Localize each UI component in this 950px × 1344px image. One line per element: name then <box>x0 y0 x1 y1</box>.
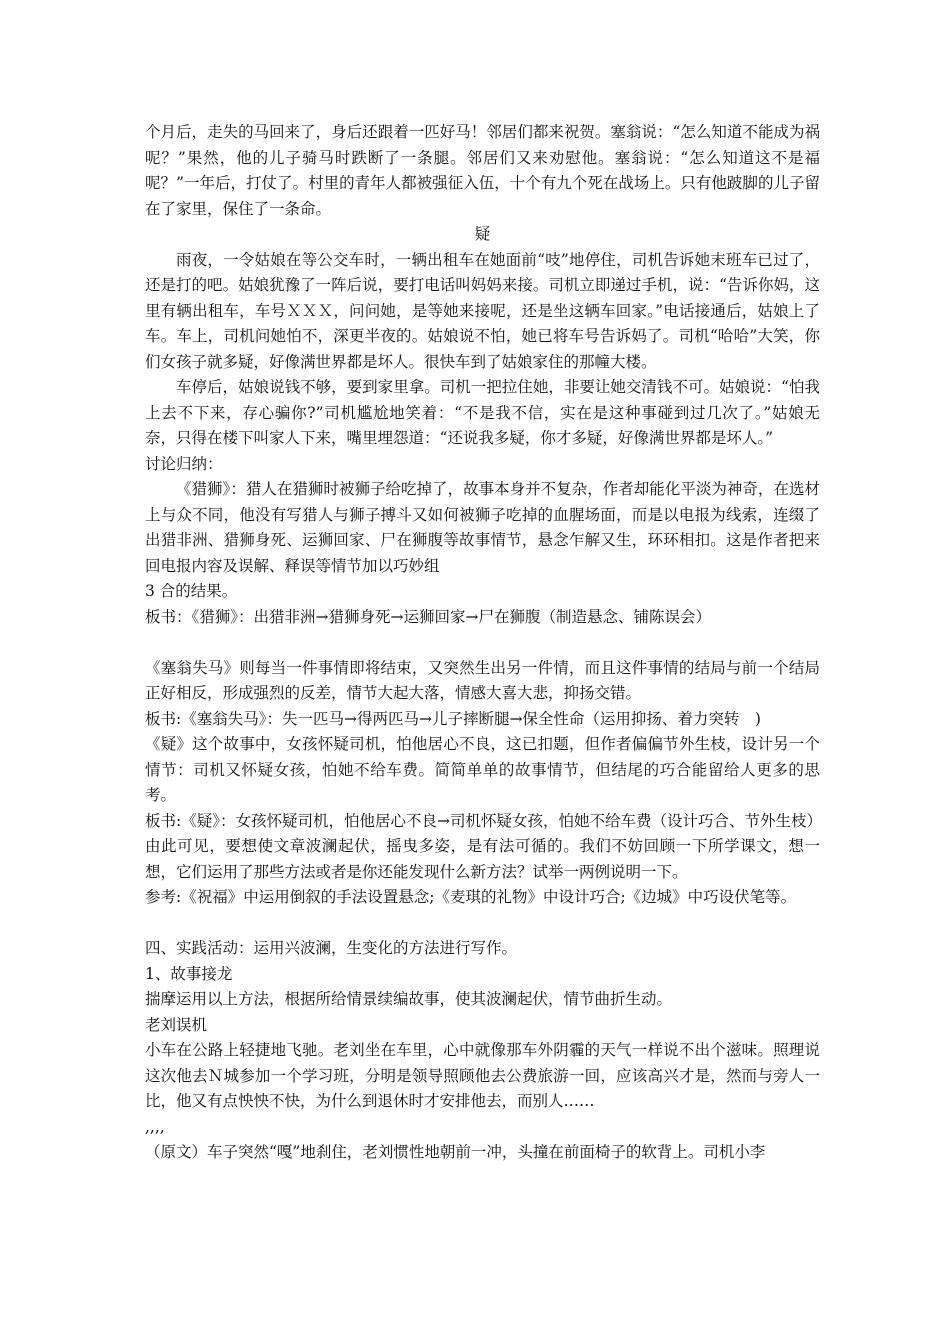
section-heading-practice: 四、实践活动：运用兴波澜，生变化的方法进行写作。 <box>145 939 518 957</box>
story-title-laoliu: 老刘误机 <box>145 1015 208 1034</box>
paragraph-conclusion: 由此可见，要想使文章波澜起伏，摇曳多姿，是有法可循的。我们不妨回顾一下所学课文，想一想，它们运用了那些方法或者是你还能发现什么新方法？试举一两例说明一下。 <box>145 837 820 881</box>
paragraph-yi-analysis: 《疑》这个故事中，女孩怀疑司机，怕他居心不良，这已扣题，但作者偏偏节外生枝，设计另一个情节：司机又怀疑女孩，怕她不给车费。简简单单的故事情节，但结尾的巧合能留给人更多的思考。 <box>145 735 820 804</box>
document-body <box>145 120 820 1166</box>
board-note-yi: 板书:《疑》：女孩怀疑司机，怕他居心不良→司机怀疑女孩，怕她不给车费（设计巧合、节外生枝） <box>145 811 822 830</box>
discussion-heading: 讨论归纳： <box>145 454 223 473</box>
paragraph-saiweng-analysis: 《塞翁失马》则每当一件事情即将结束，又突然生出另一件情，而且这件事情的结局与前一个结局正好相反，形成强烈的反差，情节大起大落，情感大喜大悲，抑扬交错。 <box>145 658 820 702</box>
blank-line <box>145 630 820 656</box>
board-note-lieshi: 板书：《猎狮》：出猎非洲→猎狮身死→运狮回家→尸在狮腹（制造悬念、铺陈误会） <box>145 607 711 626</box>
paragraph-laoliu-opening: 小车在公路上轻捷地飞驰。老刘坐在车里，心中就像那车外阴霾的天气一样说不出个滋味。照理说这次他去Ｎ城参加一个学习班，分明是领导照顾他去公费旅游一回，应该高兴才是，然而与旁人一比，他又有点怏怏不快，为什么到退休时才安排他去，而别人…… <box>145 1041 820 1110</box>
paragraph-instructions: 揣摩运用以上方法，根据所给情景续编故事，使其波澜起伏，情节曲折生动。 <box>145 990 673 1008</box>
paragraph-marks: ,,,, <box>145 1117 165 1136</box>
story-title-yi: 疑 <box>474 225 491 243</box>
paragraph-saiweng-ending: 个月后，走失的马回来了，身后还跟着一匹好马！邻居们都来祝贺。塞翁说：“怎么知道不能成为祸呢？”果然，他的儿子骑马时跌断了一条腿。邻居们又来劝慰他。塞翁说：“怎么知道这不是福呢？”一年后，打仗了。村里的青年人都被强征入伍，十个有九个死在战场上。只有他跛脚的儿子留在了家里，保住了一条命。 <box>145 123 820 218</box>
paragraph-yi-part2: 车停后，姑娘说钱不够，要到家里拿。司机一把拉住她，非要让她交清钱不可。姑娘说：“怕我上去不下来，存心骗你?”司机尴尬地笑着：“不是我不信，实在是这种事碰到过几次了。”姑娘无奈，只得在楼下叫家人下来，嘴里埋怨道：“还说我多疑，你才多疑，好像满世界都是坏人。” <box>145 378 820 447</box>
paragraph-reference: 参考:《祝福》中运用倒叙的手法设置悬念;《麦琪的礼物》中设计巧合;《边城》中巧设伏笔等。 <box>145 888 797 906</box>
paragraph-lieshi-analysis: 《猎狮》：猎人在猎狮时被狮子给吃掉了，故事本身并不复杂，作者却能化平淡为神奇，在选材上与众不同，他没有写猎人与狮子搏斗又如何被狮子吃掉的血腥场面，而是以电报为线索，连缀了出猎非洲、猎狮身死、运狮回家、尸在狮腹等故事情节，悬念乍解又生，环环相扣。这是作者把来回电报内容及误解、释误等情节加以巧妙组 <box>145 480 820 575</box>
paragraph-original-text: （原文）车子突然“嘎”地刹住，老刘惯性地朝前一冲，头撞在前面椅子的软背上。司机小李 <box>145 1143 766 1161</box>
board-note-saiweng: 板书:《塞翁失马》：失一匹马→得两匹马→儿子摔断腿→保全性命（运用抑扬、着力突转 ) <box>145 709 761 728</box>
subheading-story-relay: 1、故事接龙 <box>145 964 233 983</box>
paragraph-lieshi-result: 3 合的结果。 <box>145 582 238 600</box>
paragraph-yi-part1: 雨夜，一令姑娘在等公交车时，一辆出租车在她面前“吱”地停住，司机告诉她末班车已过了，还是打的吧。姑娘犹豫了一阵后说，要打电话叫妈妈来接。司机立即递过手机，说：“告诉你妈，这里有辆出租车，车号ＸＸＸ，问问她，是等她来接呢，还是坐这辆车回家。”电话接通后，姑娘上了车。车上，司机问她怕不，深更半夜的。姑娘说不怕，她已将车号告诉妈了。司机“哈哈”大笑，你们女孩子就多疑，好像满世界都是坏人。很快车到了姑娘家住的那幢大楼。 <box>145 250 820 371</box>
blank-line <box>145 911 820 937</box>
